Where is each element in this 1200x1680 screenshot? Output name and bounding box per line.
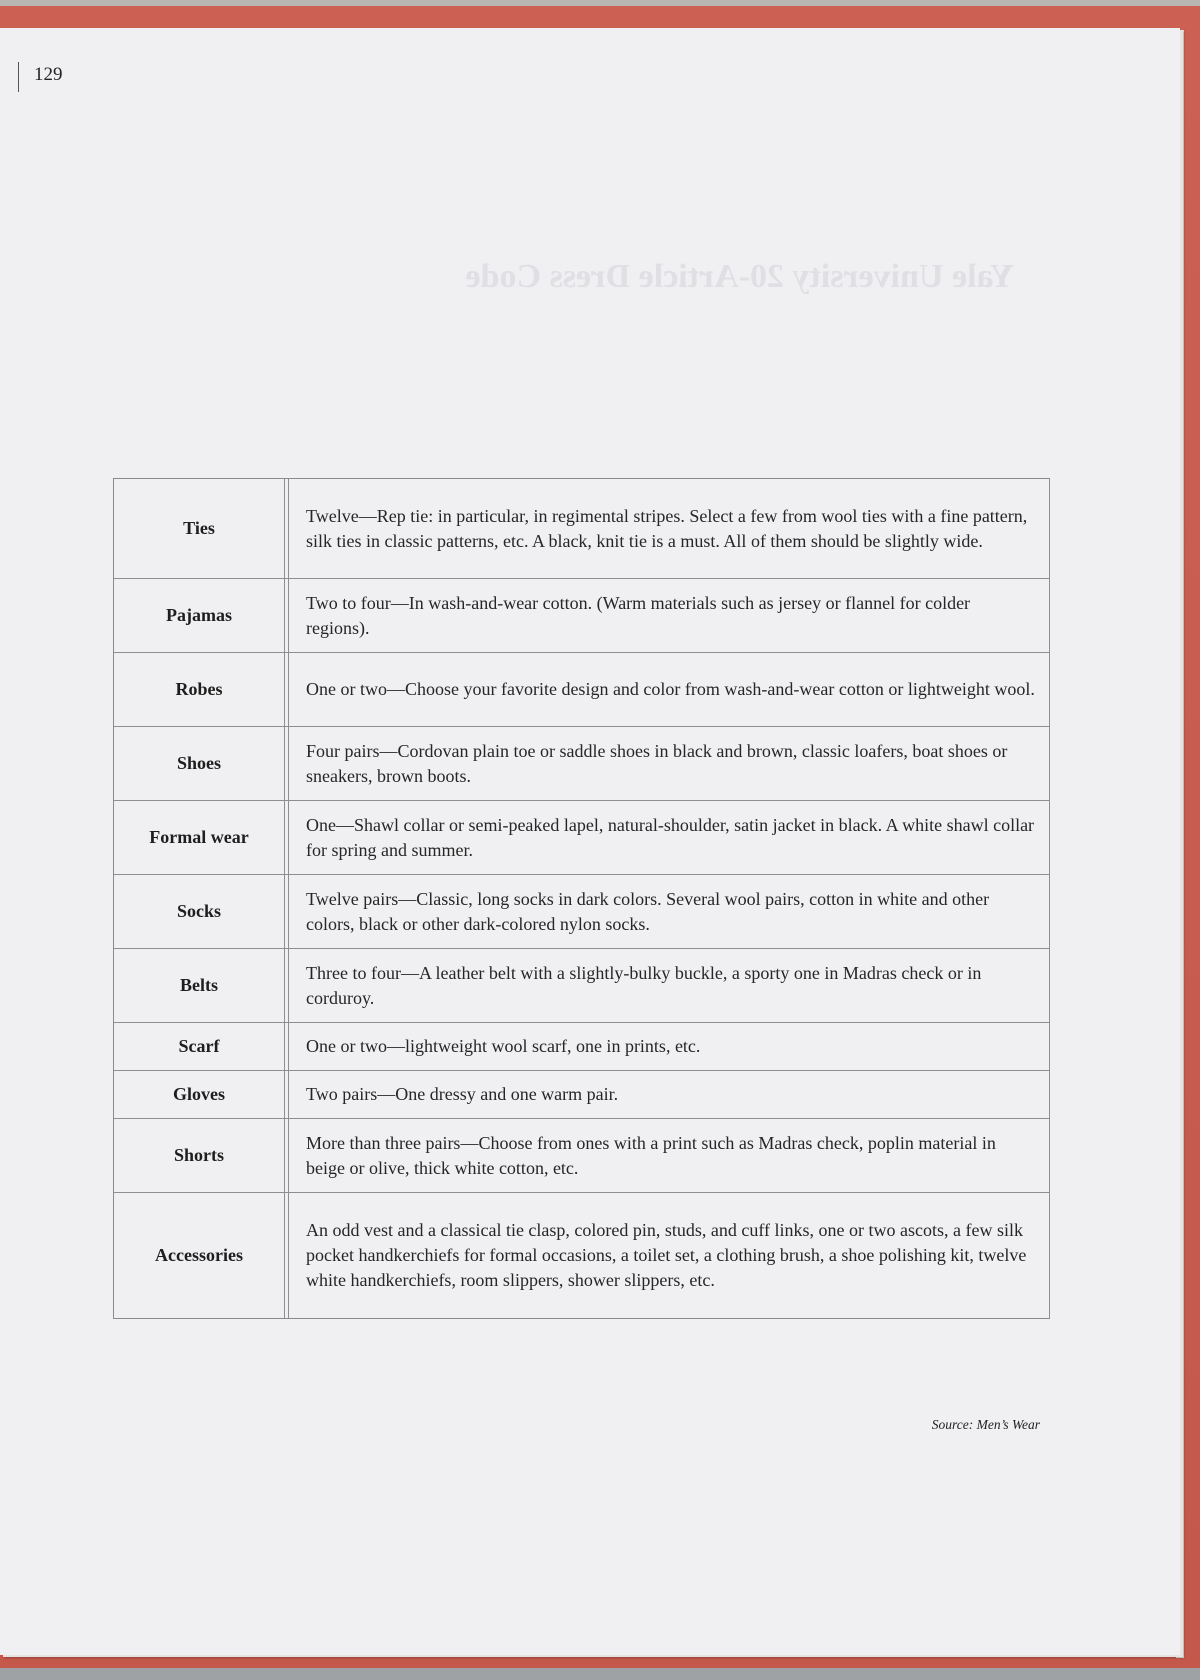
row-description: Two pairs—One dressy and one warm pair. (288, 1071, 1050, 1118)
row-description: Twelve—Rep tie: in particular, in regimental stripes. Select a few from wool ties with a fine pattern, silk ties in classic patterns, etc. A black, knit tie is a must. All of them should be slightly wide. (288, 479, 1050, 578)
row-label: Formal wear (114, 801, 285, 874)
row-label: Robes (114, 653, 285, 726)
table-row-socks (114, 875, 1050, 949)
row-label: Pajamas (114, 579, 285, 652)
background-strip-bottom (0, 1668, 1200, 1680)
row-label: Belts (114, 949, 285, 1022)
row-description: An odd vest and a classical tie clasp, colored pin, studs, and cuff links, one or two ascots, a few silk pocket handkerchiefs for formal occasions, a toilet set, a clothing brush, a shoe polishing kit, twelve white handkerchiefs, room slippers, shower slippers, etc. (288, 1193, 1050, 1318)
row-label: Shoes (114, 727, 285, 800)
table-row-pajamas (114, 579, 1050, 653)
row-description: Three to four—A leather belt with a slightly-bulky buckle, a sporty one in Madras check or in corduroy. (288, 949, 1050, 1022)
row-label: Accessories (114, 1193, 285, 1318)
row-description: Two to four—In wash-and-wear cotton. (Warm materials such as jersey or flannel for colder regions). (288, 579, 1050, 652)
row-label: Scarf (114, 1023, 285, 1070)
row-description: Twelve pairs—Classic, long socks in dark colors. Several wool pairs, cotton in white and other colors, black or other dark-colored nylon socks. (288, 875, 1050, 948)
row-label: Ties (114, 479, 285, 578)
table-row-formal-wear (114, 801, 1050, 875)
table-row-scarf (114, 1023, 1050, 1071)
page-number-rule (18, 62, 19, 92)
row-description: One—Shawl collar or semi-peaked lapel, natural-shoulder, satin jacket in black. A white shawl collar for spring and summer. (288, 801, 1050, 874)
row-label: Socks (114, 875, 285, 948)
row-description: One or two—lightweight wool scarf, one in prints, etc. (288, 1023, 1050, 1070)
row-label: Gloves (114, 1071, 285, 1118)
table-row-gloves (114, 1071, 1050, 1119)
page-number: 129 (34, 64, 63, 85)
table-row-shorts (114, 1119, 1050, 1193)
table-row-ties (114, 479, 1050, 579)
table-row-robes (114, 653, 1050, 727)
row-description: More than three pairs—Choose from ones with a print such as Madras check, poplin material in beige or olive, thick white cotton, etc. (288, 1119, 1050, 1192)
dress-code-table (113, 478, 1050, 1319)
source-citation: Source: Men’s Wear (931, 1417, 1040, 1432)
row-description: Four pairs—Cordovan plain toe or saddle shoes in black and brown, classic loafers, boat shoes or sneakers, brown boots. (288, 727, 1050, 800)
row-description: One or two—Choose your favorite design and color from wash-and-wear cotton or lightweight wool. (288, 653, 1050, 726)
table-row-accessories (114, 1193, 1050, 1318)
table-row-shoes (114, 727, 1050, 801)
bleed-through-title: Yale University 20-Article Dress Code (465, 258, 1015, 295)
row-label: Shorts (114, 1119, 285, 1192)
table-row-belts (114, 949, 1050, 1023)
